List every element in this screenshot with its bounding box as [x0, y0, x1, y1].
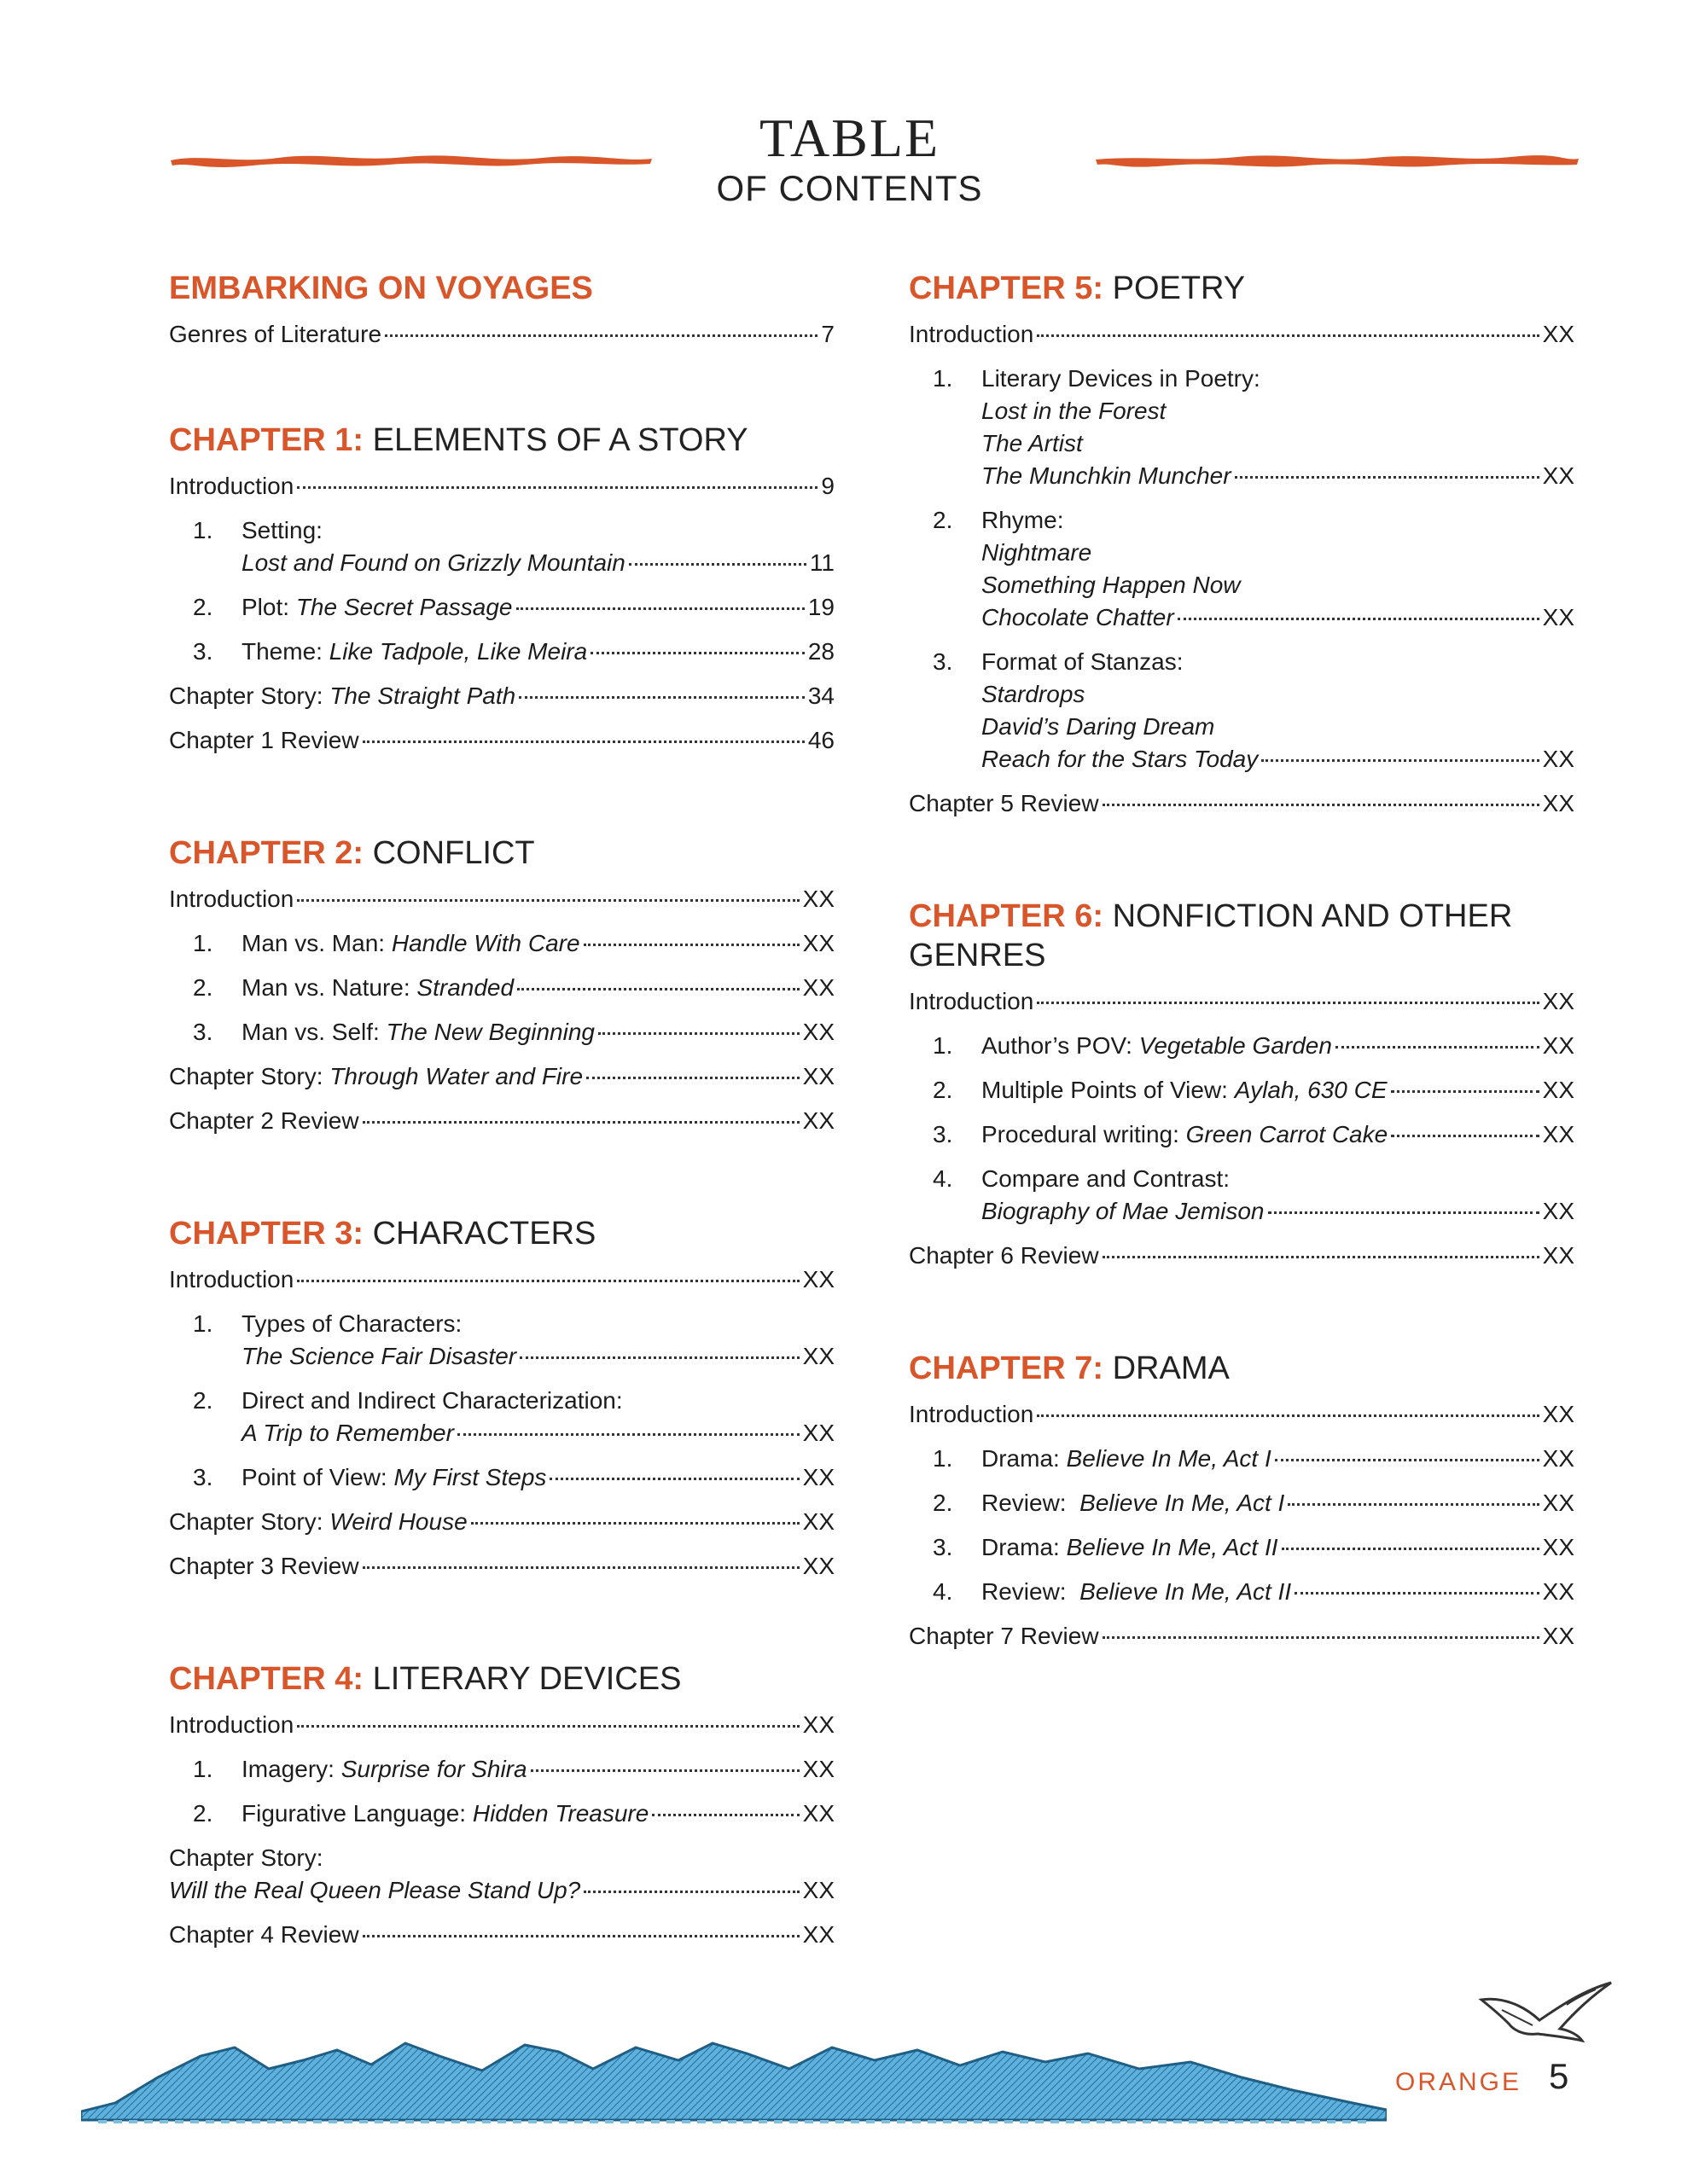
toc-entry[interactable]: 2. Plot: The Secret Passage 19 [169, 591, 835, 624]
toc-entry[interactable]: Introduction XX [909, 1398, 1574, 1431]
toc-entry[interactable]: Chapter 4 Review XX [169, 1919, 835, 1951]
page-header [0, 109, 1699, 210]
toc-entry[interactable]: 3. Point of View: My First Steps XX [169, 1461, 835, 1494]
toc-entry[interactable]: 1. Man vs. Man: Handle With Care XX [169, 927, 835, 960]
toc-entry[interactable]: Chapter 1 Review 46 [169, 724, 835, 757]
page-number: XX [1542, 1077, 1574, 1103]
toc-entry[interactable]: 3. Procedural writing: Green Carrot Cake XX [909, 1118, 1574, 1151]
toc-entry[interactable]: Introduction XX [169, 1263, 835, 1296]
toc-entry[interactable]: Chapter Story: Weird House XX [169, 1506, 835, 1538]
page-number: XX [1542, 1121, 1574, 1147]
section-heading: CHAPTER 4: LITERARY DEVICES [169, 1661, 682, 1697]
page-title: TABLE [759, 107, 940, 168]
book-level-label: ORANGE [1395, 2068, 1522, 2096]
toc-entry[interactable]: 2. Figurative Language: Hidden Treasure XX [169, 1798, 835, 1830]
toc-entry[interactable]: Genres of Literature 7 [169, 318, 835, 351]
section-heading: CHAPTER 6: NONFICTION AND OTHER GENRES [909, 898, 1513, 973]
page-number: XX [802, 1420, 835, 1446]
page-number: XX [802, 1711, 835, 1738]
page-number: 28 [807, 638, 835, 665]
toc-right-column [909, 269, 1574, 1729]
toc-entry[interactable]: Introduction XX [909, 318, 1574, 351]
page-number: XX [1542, 790, 1574, 816]
section-heading: CHAPTER 3: CHARACTERS [169, 1216, 596, 1252]
page-number: XX [802, 1921, 835, 1948]
toc-entry[interactable]: Chapter 3 Review XX [169, 1550, 835, 1583]
toc-entry[interactable]: 3. Format of Stanzas: Stardrops David’s Daring Dream Reach for the Stars Today XX [909, 646, 1574, 775]
toc-entry[interactable]: 2. Man vs. Nature: Stranded XX [169, 972, 835, 1004]
toc-entry[interactable]: 2. Rhyme: Nightmare Something Happen Now Chocolate Chatter XX [909, 504, 1574, 634]
page-number: XX [802, 974, 835, 1001]
page-number: XX [802, 1464, 835, 1490]
toc-entry[interactable]: Chapter 7 Review XX [909, 1620, 1574, 1653]
page-number: XX [1542, 1401, 1574, 1427]
page-number: XX [1542, 1534, 1574, 1560]
toc-entry[interactable]: Introduction 9 [169, 470, 835, 502]
toc-entry[interactable]: 3. Man vs. Self: The New Beginning XX [169, 1016, 835, 1048]
toc-entry[interactable]: 4. Review: Believe In Me, Act II XX [909, 1576, 1574, 1608]
page-number: XX [1542, 1242, 1574, 1269]
toc-left-column [169, 269, 835, 2028]
toc-entry[interactable]: Chapter Story: Will the Real Queen Please Stand Up? XX [169, 1842, 835, 1907]
page-number: XX [802, 1508, 835, 1535]
toc-entry[interactable]: Introduction XX [909, 985, 1574, 1018]
page-number: XX [1542, 1032, 1574, 1059]
toc-entry[interactable]: Chapter Story: Through Water and Fire XX [169, 1060, 835, 1093]
page-number: 19 [807, 594, 835, 620]
section-chapter-6 [909, 897, 1574, 1272]
toc-entry[interactable]: Chapter Story: The Straight Path 34 [169, 680, 835, 712]
section-chapter-4 [169, 1659, 835, 1951]
page-number: XX [802, 1756, 835, 1782]
page-number: XX [1542, 1578, 1574, 1605]
section-heading: EMBARKING ON VOYAGES [169, 270, 593, 306]
page-number: XX [1542, 1198, 1574, 1224]
page-number: XX [802, 1063, 835, 1089]
page-number: XX [1542, 988, 1574, 1014]
toc-entry[interactable]: Chapter 6 Review XX [909, 1240, 1574, 1272]
toc-entry[interactable]: 1. Setting: Lost and Found on Grizzly Mountain 11 [169, 514, 835, 579]
page-number: XX [1542, 746, 1574, 772]
toc-entry[interactable]: Introduction XX [169, 883, 835, 915]
section-heading: CHAPTER 7: DRAMA [909, 1350, 1230, 1386]
section-embarking [169, 269, 835, 351]
section-chapter-7 [909, 1349, 1574, 1653]
section-chapter-3 [169, 1214, 835, 1583]
toc-entry[interactable]: Chapter 5 Review XX [909, 787, 1574, 820]
section-heading: CHAPTER 5: POETRY [909, 270, 1246, 306]
toc-entry[interactable]: Chapter 2 Review XX [169, 1105, 835, 1137]
section-chapter-2 [169, 834, 835, 1137]
toc-entry[interactable]: 1. Imagery: Surprise for Shira XX [169, 1753, 835, 1786]
page-number-footer: 5 [1549, 2056, 1569, 2096]
page-number: XX [802, 1553, 835, 1579]
page-number: 7 [821, 321, 835, 347]
toc-entry[interactable]: 2. Direct and Indirect Characterization: A Trip to Remember XX [169, 1385, 835, 1449]
page-number: 9 [821, 473, 835, 499]
page-number: 11 [809, 549, 835, 576]
toc-entry[interactable]: 3. Drama: Believe In Me, Act II XX [909, 1531, 1574, 1564]
toc-entry[interactable]: Introduction XX [169, 1709, 835, 1741]
section-chapter-1 [169, 421, 835, 757]
section-chapter-5 [909, 269, 1574, 820]
section-heading: CHAPTER 2: CONFLICT [169, 835, 535, 871]
page-number: XX [1542, 1623, 1574, 1649]
toc-entry[interactable]: 2. Review: Believe In Me, Act I XX [909, 1487, 1574, 1519]
page-number: XX [1542, 321, 1574, 347]
page-number: XX [802, 930, 835, 956]
toc-entry[interactable]: 3. Theme: Like Tadpole, Like Meira 28 [169, 636, 835, 668]
page-number: XX [802, 886, 835, 912]
section-heading: CHAPTER 1: ELEMENTS OF A STORY [169, 422, 748, 458]
toc-entry[interactable]: 1. Drama: Believe In Me, Act I XX [909, 1443, 1574, 1475]
page-number: 34 [807, 682, 835, 709]
page-number: XX [1542, 604, 1574, 630]
page-number: XX [802, 1107, 835, 1134]
toc-entry[interactable]: 1. Author’s POV: Vegetable Garden XX [909, 1030, 1574, 1062]
mountain-range-illustration [81, 2009, 1387, 2137]
page-number: XX [802, 1800, 835, 1827]
toc-entry[interactable]: 2. Multiple Points of View: Aylah, 630 CE XX [909, 1074, 1574, 1107]
page-number: XX [802, 1019, 835, 1045]
page-number: XX [1542, 1445, 1574, 1472]
toc-entry[interactable]: 1. Literary Devices in Poetry: Lost in the Forest The Artist The Munchkin Muncher XX [909, 363, 1574, 492]
page-number: XX [802, 1343, 835, 1369]
page-number: XX [1542, 462, 1574, 489]
toc-entry[interactable]: 1. Types of Characters: The Science Fair Disaster XX [169, 1308, 835, 1373]
page-number: 46 [807, 727, 835, 753]
page-subtitle: OF CONTENTS [716, 168, 983, 208]
page-number: XX [802, 1877, 835, 1903]
seagull-illustration [1478, 1981, 1615, 2049]
page-number: XX [1542, 1490, 1574, 1516]
page-number: XX [802, 1266, 835, 1292]
toc-entry[interactable]: 4. Compare and Contrast: Biography of Mae Jemison XX [909, 1163, 1574, 1228]
